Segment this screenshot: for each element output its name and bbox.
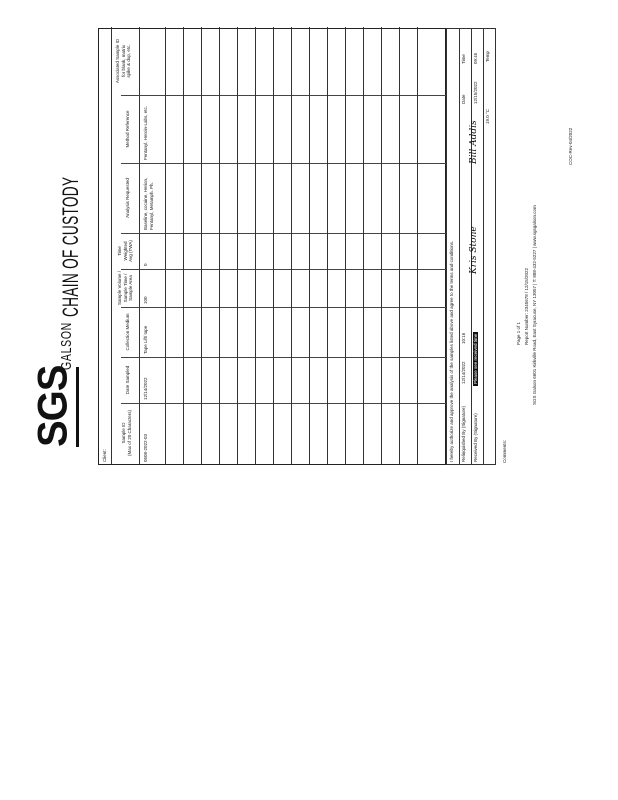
relinquished-time: 10:16 [461,332,466,344]
row-line [237,27,238,464]
row-method: Fentanyl, Heroin-Labs, etc. [143,105,148,160]
row-twa: 0 [143,263,148,266]
comments-label: Comments: [502,439,507,463]
temp-value: 19.0 °C [485,108,490,124]
row-line [363,27,364,464]
row-line [255,27,256,464]
col-header-volume: Sample Volume / Sample Time / Sample Area [117,270,133,306]
address-line: SGS Galson 6601 Kirkville Road, East Syracuse, NY 13057 | T: 888-432-5227 | www.sgsgalson.com [532,205,537,405]
col-header-analysis: Analysis Requested [125,178,130,218]
date-label: Date [461,94,466,104]
relinquished-label: Relinquished By (Signature) [461,405,466,462]
signature-block [446,28,496,465]
custody-table [98,28,446,465]
col-header-method: Method Reference [125,110,130,148]
received-date: 12/15/2022 [473,81,478,104]
row-date: 12/14/2022 [143,377,148,400]
logo-word: GALSON [58,322,75,370]
row-line [291,27,292,464]
row-sample-id: 0508-2022-03 [143,433,148,462]
row-line [183,27,184,464]
row-volume: 100 [143,296,148,304]
received-label: Received By (Signature) [473,413,478,462]
row-line [201,27,202,464]
report-line: Report Number: 2345678 / 12/15/2022 [524,267,529,345]
received-stamp: Please see received time [473,333,478,384]
row-line [219,27,220,464]
row-line [417,27,418,464]
divider [459,29,460,464]
divider [483,29,484,464]
authorization-note: I hereby authorize and approve the analysis of the samples listed above and agree to the terms and conditions. [449,240,454,462]
form-title: CHAIN OF CUSTODY [58,176,83,317]
form-id: COC-Rev-04/2022 [568,127,573,165]
row-line [399,27,400,464]
col-header-date: Date Sampled [125,365,130,395]
col-header-twa: Time Weighted Avg (TWA) [117,240,133,262]
row-line [273,27,274,464]
row-line [381,27,382,464]
row-analysis: Baseline, cocaine, Herion, Fentanyl, Metamph. Ph. [143,177,154,230]
relinquished-date: 12/14/2022 [461,361,466,384]
client-label: Client: [102,449,107,462]
col-header-assoc: Associated Sample ID for blank, matrix spike & dup, etc. [115,38,131,84]
signature-relinquished: Bill Addis [469,120,479,164]
time-label: Time [461,54,466,64]
row-line [345,27,346,464]
divider [111,27,112,464]
page-label: Page 1 of 1 [516,321,521,345]
logo-underline [76,367,79,447]
signature-received: Kris Stone [469,226,479,274]
row-line [165,27,166,464]
col-header-sample-id: Sample ID (Max of 20 Characters) [121,410,132,457]
logo-mark: SGS [29,365,77,447]
row-line [309,27,310,464]
temp-label: Temp [485,50,490,62]
header-divider [139,27,140,464]
chain-of-custody-form [29,20,616,465]
received-time: 09:45 [473,52,478,64]
row-line [327,27,328,464]
col-header-medium: Collection Medium [125,313,130,351]
row-medium: Tape Lift/ tape [143,325,148,354]
sgs-logo [28,322,88,475]
